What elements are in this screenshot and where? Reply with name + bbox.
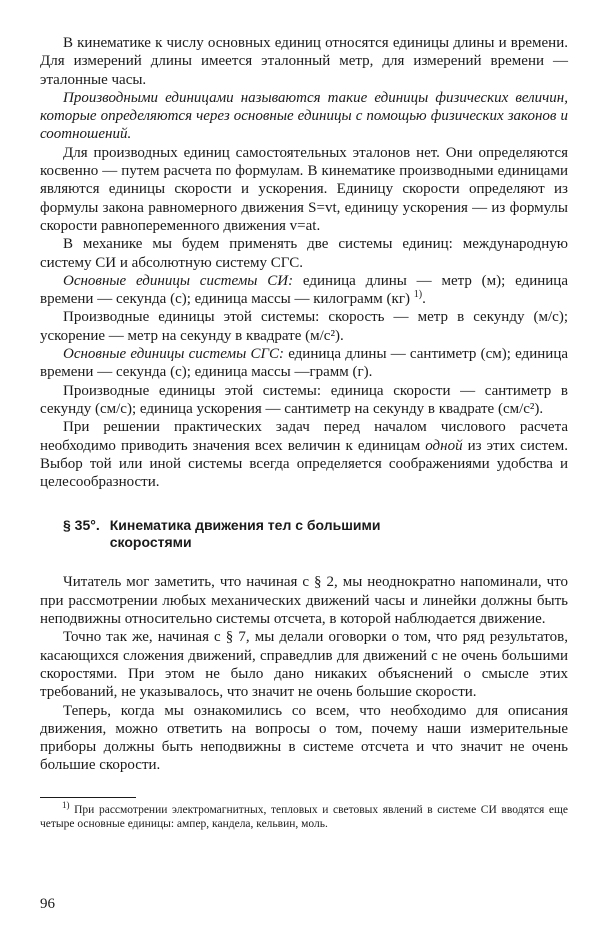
footnote-marker: 1) xyxy=(413,289,423,301)
page-number: 96 xyxy=(40,896,55,912)
paragraph-cgs-derived-units: Производные единицы этой системы: единица скорости — сантиметр в секунду (см/с); единица ускорения — сантиметр на секунду в квадрате (см/с²). xyxy=(40,382,568,417)
paragraph-derived-units: Для производных единиц самостоятельных эталонов нет. Они определяются косвенно — путем расчета по формулам. В кинематике производными единицами являются единицы скорости и ускорения. Единицу скорости определяют из формулы закона равномерного движения S=vt, единицу ускорения — из формулы скорости равнопеременного движения v=at. xyxy=(40,144,568,234)
paragraph-now-answer: Теперь, когда мы ознакомились со всем, что необходимо для описания движения, можно ответить на вопросы о том, почему наши измерительные приборы должны быть неподвижны в системе отсчета и что значит не очень большие скорости. xyxy=(40,702,568,774)
paragraph-unit-conversion: При решении практических задач перед началом числового расчета необходимо приводить значения всех величин к единицам одной из этих систем. Выбор той или иной системы всегда определяется соображениями удобства и целесообразности. xyxy=(40,419,568,491)
footnote: $^{1)}$ При рассмотрении электромагнитных, тепловых и световых явлений в системе СИ вводятся еще четыре основные единицы: ампер, кандела, кельвин, моль. xyxy=(40,799,568,831)
section-number: § 35°. xyxy=(63,517,100,534)
paragraph-reader-noticed: Читатель мог заметить, что начиная с § 2, мы неоднократно напоминали, что при рассмотрении любых механических движений часы и линейки должны быть неподвижны относительно системы отсчета, в которой наблюдается движение. xyxy=(40,574,568,628)
page-body xyxy=(40,34,568,832)
paragraph-cgs-base-units: Основные единицы системы СГС: единица длины — сантиметр (см); единица времени — секунда (с); единица массы —грамм (г). xyxy=(40,346,569,381)
paragraph-si-base-units: Основные единицы системы СИ: единица длины — метр (м); единица времени — секунда (с); единица массы — килограмм (кг) $^{1)}$. xyxy=(40,272,568,308)
paragraph-unit-systems: В механике мы будем применять две системы единиц: международную систему СИ и абсолютную систему СГС. xyxy=(40,236,568,271)
section-title: Кинематика движения тел с большими скоростями xyxy=(109,517,381,551)
footnote-number: 1) xyxy=(62,799,70,810)
section-heading xyxy=(63,517,568,551)
paragraph-similar-reservations: Точно так же, начиная с § 7, мы делали оговорки о том, что ряд результатов, касающихся сложения движений, справедлив для движений с не очень большими скоростями. При этом не было дано никаких объяснений о смысле этих требований, не указывалось, что значит не очень большие скорости. xyxy=(40,629,568,701)
paragraph-base-units: В кинематике к числу основных единиц относятся единицы длины и времени. Для измерений длины имеется эталонный метр, для измерений времени — эталонные часы. xyxy=(40,35,568,88)
paragraph-derived-units-definition: Производными единицами называются такие единицы физических величин, которые определяются через основные единицы с помощью физических законов и соотношений. xyxy=(40,89,568,143)
paragraph-si-derived-units: Производные единицы этой системы: скорость — метр в секунду (м/с); ускорение — метр на секунду в квадрате (м/с²). xyxy=(40,309,568,344)
footnote-divider xyxy=(40,797,136,798)
